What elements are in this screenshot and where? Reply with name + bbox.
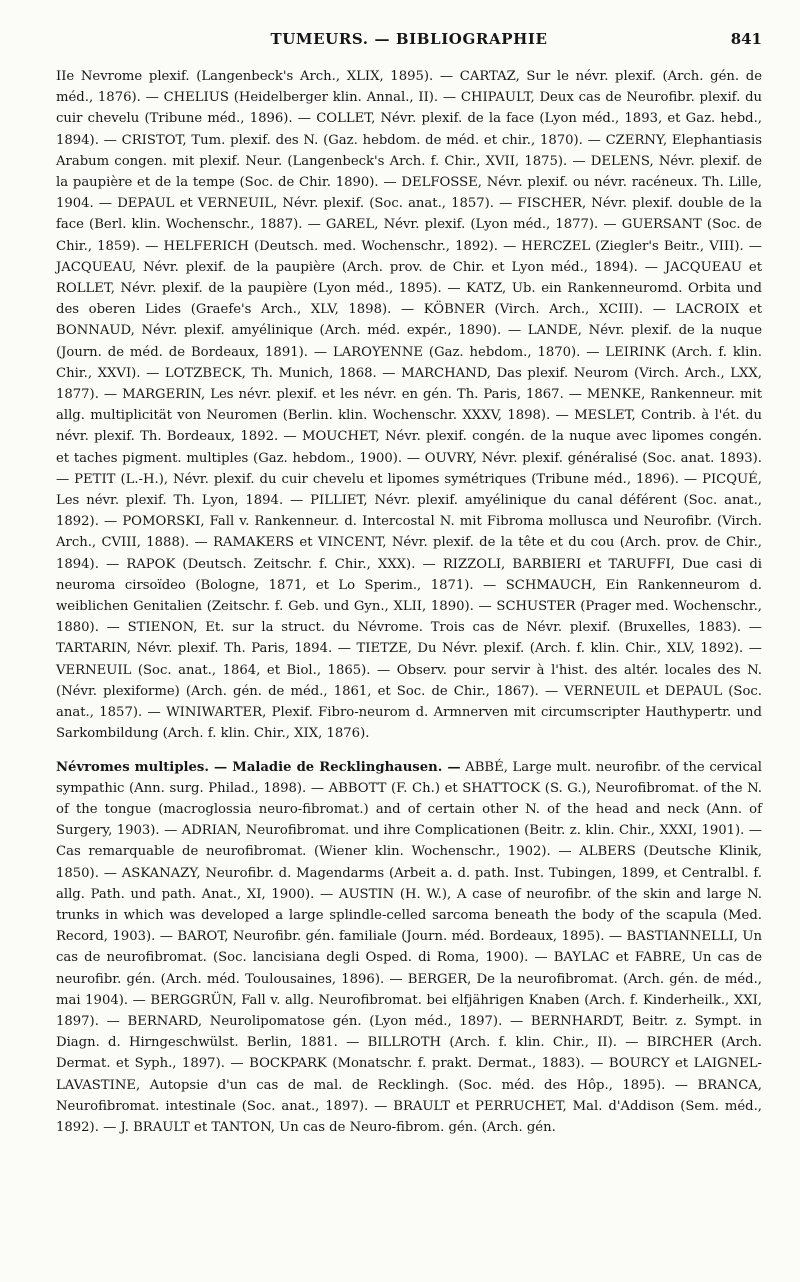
page-header	[56, 26, 762, 60]
bibliography-paragraph-plexiform-neuroma	[56, 66, 762, 745]
paragraph-text: IIe Nevrome plexif. (Langenbeck's Arch., XLIX, 1895). — CARTAZ, Sur le névr. plexif. (Arch. gén. de méd., 1876). — CHELIUS (Heidelberger klin. Annal., II). — CHIPAULT, Deux cas de Neurofibr. plexif. du cuir chevelu (Tribune méd., 1896). — COLLET, Névr. plexif. de la face (Lyon méd., 1893, et Gaz. hebd., 1894). — CRISTOT, Tum. plexif. des N. (Gaz. hebdom. de méd. et chir., 1870). — CZERNY, Elephantiasis Arabum congen. mit plexif. Neur. (Langenbeck's Arch. f. Chir., XVII, 1875). — DELENS, Névr. plexif. de la paupière et de la tempe (Soc. de Chir. 1890). — DELFOSSE, Névr. plexif. ou névr. racéneux. Th. Lille, 1904. — DEPAUL et VERNEUIL, Névr. plexif. (Soc. anat., 1857). — FISCHER, Névr. plexif. double de la face (Berl. klin. Wochenschr., 1887). — GAREL, Névr. plexif. (Lyon méd., 1877). — GUERSANT (Soc. de Chir., 1859). — HELFERICH (Deutsch. med. Wochenschr., 1892). — HERCZEL (Ziegler's Beitr., VIII). — JACQUEAU, Névr. plexif. de la paupière (Arch. prov. de Chir. et Lyon méd., 1894). — JACQUEAU et ROLLET, Névr. plexif. de la paupière (Lyon méd., 1895). — KATZ, Ub. ein Rankenneuromd. Orbita und des oberen Lides (Graefe's Arch., XLV, 1898). — KÖBNER (Virch. Arch., XCIII). — LACROIX et BONNAUD, Névr. plexif. amyélinique (Arch. méd. expér., 1890). — LANDE, Névr. plexif. de la nuque (Journ. de méd. de Bordeaux, 1891). — LAROYENNE (Gaz. hebdom., 1870). — LEIRINK (Arch. f. klin. Chir., XXVI). — LOTZBECK, Th. Munich, 1868. — MARCHAND, Das plexif. Neurom (Virch. Arch., LXX, 1877). — MARGERIN, Les névr. plexif. et les névr. en gén. Th. Paris, 1867. — MENKE, Rankenneur. mit allg. multiplicität von Neuromen (Berlin. klin. Wochenschr. XXXV, 1898). — MESLET, Contrib. à l'ét. du névr. plexif. Th. Bordeaux, 1892. — MOUCHET, Névr. plexif. congén. de la nuque avec lipomes congén. et taches pigment. multiples (Gaz. hebdom., 1900). — OUVRY, Névr. plexif. généralisé (Soc. anat. 1893). — PETIT (L.-H.), Névr. plexif. du cuir chevelu et lipomes symétriques (Tribune méd., 1896). — PICQUÉ, Les névr. plexif. Th. Lyon, 1894. — PILLIET, Névr. plexif. amyélinique du canal déférent (Soc. anat., 1892). — POMORSKI, Fall v. Rankenneur. d. Intercostal N. mit Fibroma mollusca und Neurofibr. (Virch. Arch., CVIII, 1888). — RAMAKERS et VINCENT, Névr. plexif. de la tête et du cou (Arch. prov. de Chir., 1894). — RAPOK (Deutsch. Zeitschr. f. Chir., XXX). — RIZZOLI, BARBIERI et TARUFFI, Due casi di neuroma cirsoïdeo (Bologne, 1871, et Lo Sperim., 1871). — SCHMAUCH, Ein Rankenneurom d. weiblichen Genitalien (Zeitschr. f. Geb. und Gyn., XLII, 1890). — SCHUSTER (Prager med. Wochenschr., 1880). — STIENON, Et. sur la struct. du Névrome. Trois cas de Névr. plexif. (Bruxelles, 1883). — TARTARIN, Névr. plexif. Th. Paris, 1894. — TIETZE, Du Névr. plexif. (Arch. f. klin. Chir., XLV, 1892). — VERNEUIL (Soc. anat., 1864, et Biol., 1865). — Observ. pour servir à l'hist. des altér. locales des N. (Névr. plexiforme) (Arch. gén. de méd., 1861, et Soc. de Chir., 1867). — VERNEUIL et DEPAUL (Soc. anat., 1857). — WINIWARTER, Plexif. Fibro-neurom d. Armnerven mit circumscripter Hauthypertr. und Sarkombildung (Arch. f. klin. Chir., XIX, 1876).	[56, 69, 762, 742]
section-heading: Névromes multiples. — Maladie de Recklinghausen. —	[56, 759, 461, 775]
page-number: 841	[730, 30, 762, 48]
running-title: TUMEURS. — BIBLIOGRAPHIE	[270, 30, 548, 48]
paragraph-text: ABBÉ, Large mult. neurofibr. of the cervical sympathic (Ann. surg. Philad., 1898). — ABBOTT (F. Ch.) et SHATTOCK (S. G.), Neurofibromat. of the N. of the tongue (macroglossia neuro-fibromat.) and of certain other N. of the head and neck (Ann. of Surgery, 1903). — ADRIAN, Neurofibromat. und ihre Complicationen (Beitr. z. klin. Chir., XXXI, 1901). — Cas remarquable de neurofibromat. (Wiener klin. Wochenschr., 1902). — ALBERS (Deutsche Klinik, 1850). — ASKANAZY, Neurofibr. d. Magendarms (Arbeit a. d. path. Inst. Tubingen, 1899, et Centralbl. f. allg. Path. und path. Anat., XI, 1900). — AUSTIN (H. W.), A case of neurofibr. of the skin and large N. trunks in which was developed a large splindle-celled sarcoma beneath the body of the scapula (Med. Record, 1903). — BAROT, Neurofibr. gén. familiale (Journ. méd. Bordeaux, 1895). — BASTIANNELLI, Un cas de neurofibromat. (Soc. lancisiana degli Osped. di Roma, 1900). — BAYLAC et FABRE, Un cas de neurofibr. gén. (Arch. méd. Toulousaines, 1896). — BERGER, De la neurofibromat. (Arch. gén. de méd., mai 1904). — BERGGRÜN, Fall v. allg. Neurofibromat. bei elfjährigen Knaben (Arch. f. Kinderheilk., XXI, 1897). — BERNARD, Neurolipomatose gén. (Lyon méd., 1897). — BERNHARDT, Beitr. z. Sympt. in Diagn. d. Hirngeschwülst. Berlin, 1881. — BILLROTH (Arch. f. klin. Chir., II). — BIRCHER (Arch. Dermat. et Syph., 1897). — BOCKPARK (Monatschr. f. prakt. Dermat., 1883). — BOURCY et LAIGNEL-LAVASTINE, Autopsie d'un cas de mal. de Recklingh. (Soc. méd. des Hôp., 1895). — BRANCA, Neurofibromat. intestinale (Soc. anat., 1897). — BRAULT et PERRUCHET, Mal. d'Addison (Sem. méd., 1892). — J. BRAULT et TANTON, Un cas de Neuro-fibrom. gén. (Arch. gén.	[56, 759, 762, 1135]
bibliography-paragraph-multiple-neuromas	[56, 757, 762, 1139]
